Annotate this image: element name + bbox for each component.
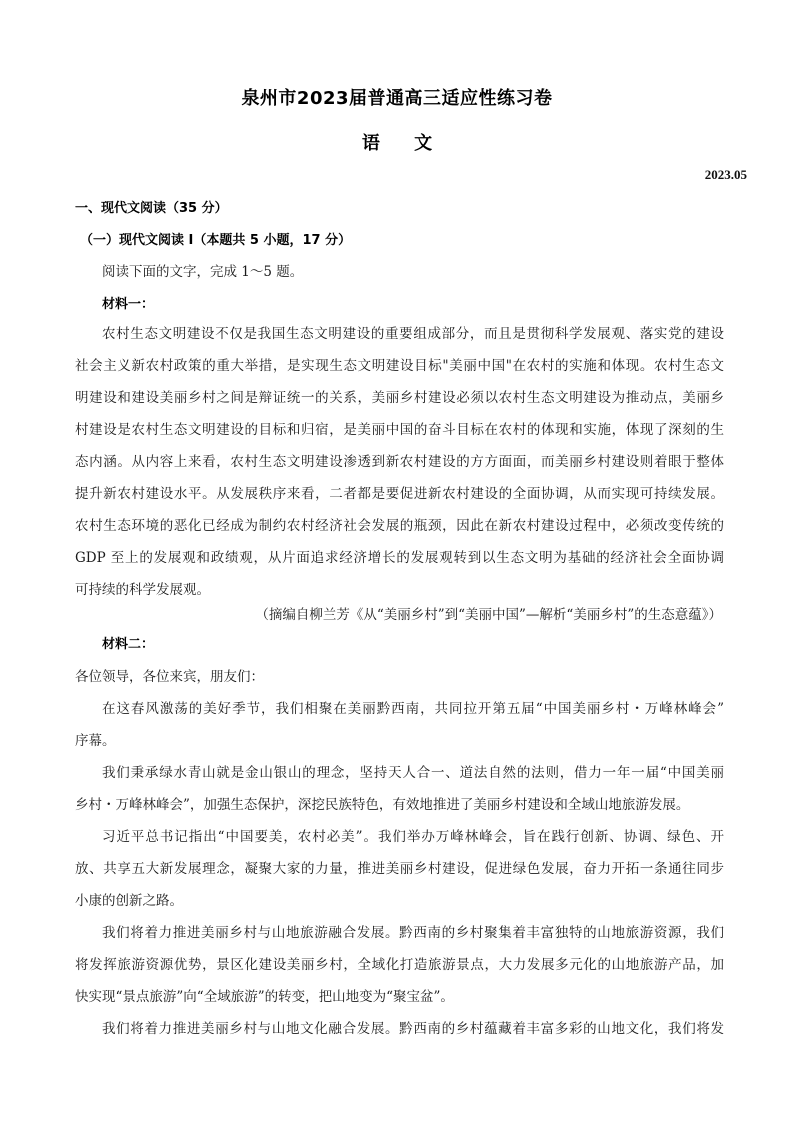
material2-line: 小康的创新之路。 — [75, 893, 183, 909]
sub-section-heading: （一）现代文阅读 I（本题共 5 小题，17 分） — [80, 233, 352, 248]
material1-line: 可持续的科学发展观。 — [75, 582, 210, 598]
material1-line: 态内涵。从内容上来看，农村生态文明建设渗透到新农村建设的方方面面，而美丽乡村建设则着眼于整体 — [75, 454, 724, 470]
material2-line: 我们将着力推进美丽乡村与山地旅游融合发展。黔西南的乡村聚集着丰富独特的山地旅游资源，我们 — [102, 925, 724, 941]
material2-line: 快实现“景点旅游”向“全域旅游”的转变，把山地变为“聚宝盆”。 — [75, 989, 454, 1005]
material1-line: GDP 至上的发展观和政绩观，从片面追求经济增长的发展观转到以生态文明为基础的经济社会全面协调 — [75, 550, 724, 566]
material1-line: 社会主义新农村政策的重大举措，是实现生态文明建设目标"美丽中国"在农村的实施和体现。农村生态文 — [75, 358, 724, 374]
material1-line: 村建设是农村生态文明建设的目标和归宿，是美丽中国的奋斗目标在农村的体现和实施，体现了深刻的生 — [75, 422, 724, 438]
subject-title: 语 文 — [361, 133, 447, 154]
material2-greeting: 各位领导，各位来宾，朋友们： — [75, 669, 264, 685]
material2-line: 习近平总书记指出“中国要美，农村必美”。我们举办万峰林峰会，旨在践行创新、协调、绿色、开 — [102, 829, 724, 845]
material2-line: 我们秉承绿水青山就是金山银山的理念，坚持天人合一、道法自然的法则，借力一年一届“中国美丽 — [102, 765, 724, 781]
material2-line: 将发挥旅游资源优势，景区化建设美丽乡村，全域化打造旅游景点，大力发展多元化的山地旅游产品，加 — [75, 957, 724, 973]
exam-date: 2023.05 — [704, 167, 747, 182]
material1-source: （摘编自柳兰芳《从“美丽乡村”到“美丽中国”—解析“美丽乡村”的生态意蕴》） — [255, 607, 722, 623]
exam-title: 泉州市2023届普通高三适应性练习卷 — [241, 88, 553, 109]
material2-line: 序幕。 — [75, 733, 116, 749]
section-heading: 一、现代文阅读（35 分） — [75, 201, 228, 216]
material1-label: 材料一： — [102, 297, 155, 312]
material1-line: 农村生态文明建设不仅是我国生态文明建设的重要组成部分，而且是贯彻科学发展观、落实党的建设 — [102, 326, 724, 342]
material1-line: 提升新农村建设水平。从发展秩序来看，二者都是要促进新农村建设的全面协调，从而实现可持续发展。 — [75, 486, 724, 502]
material2-line: 在这春风激荡的美好季节，我们相聚在美丽黔西南，共同拉开第五届“中国美丽乡村・万峰林峰会” — [102, 701, 724, 717]
material2-line: 乡村・万峰林峰会”，加强生态保护，深挖民族特色，有效地推进了美丽乡村建设和全域山地旅游发展。 — [75, 797, 690, 813]
material1-line: 农村生态环境的恶化已经成为制约农村经济社会发展的瓶颈，因此在新农村建设过程中，必须改变传统的 — [75, 518, 724, 534]
material2-line: 放、共享五大新发展理念，凝聚大家的力量，推进美丽乡村建设，促进绿色发展，奋力开拓一条通往同步 — [75, 861, 724, 877]
material2-line: 我们将着力推进美丽乡村与山地文化融合发展。黔西南的乡村蕴藏着丰富多彩的山地文化，我们将发 — [102, 1021, 724, 1037]
material1-line: 明建设和建设美丽乡村之间是辩证统一的关系，美丽乡村建设必须以农村生态文明建设为推动点，美丽乡 — [75, 390, 724, 406]
material2-label: 材料二： — [102, 637, 155, 652]
instruction-text: 阅读下面的文字，完成 1～5 题。 — [102, 264, 304, 280]
